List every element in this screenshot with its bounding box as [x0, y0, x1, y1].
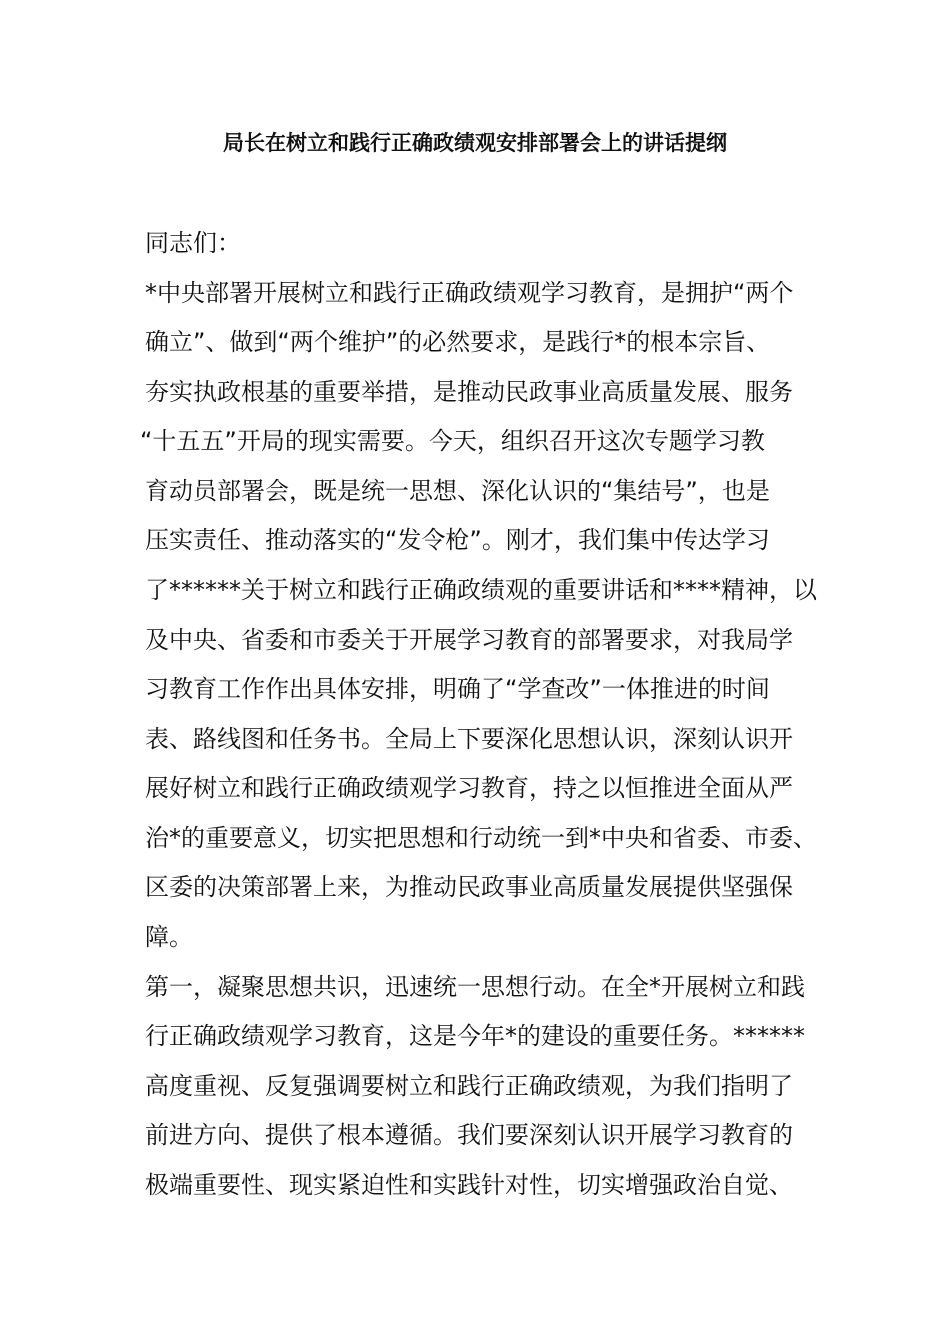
paragraph-line: 习教育工作作出具体安排，明确了“学查改”一体推进的时间	[145, 675, 770, 703]
paragraph-line: *中央部署开展树立和践行正确政绩观学习教育，是拥护“两个	[145, 279, 794, 307]
greeting-line: 同志们：	[145, 229, 241, 257]
paragraph-line: 行正确政绩观学习教育，这是今年*的建设的重要任务。******	[145, 1022, 805, 1050]
paragraph-line: 前进方向、提供了根本遵循。我们要深刻认识开展学习教育的	[145, 1121, 793, 1149]
paragraph-line: 极端重要性、现实紧迫性和实践针对性，切实增强政治自觉、	[145, 1171, 793, 1199]
paragraph-line: 展好树立和践行正确政绩观学习教育，持之以恒推进全面从严	[145, 774, 793, 802]
paragraph-line: 压实责任、推动落实的“发令枪”。刚才，我们集中传达学习	[145, 526, 770, 554]
document-title: 局长在树立和践行正确政绩观安排部署会上的讲话提纲	[223, 131, 727, 155]
paragraph-line: 确立”、做到“两个维护”的必然要求，是践行*的根本宗旨、	[145, 328, 771, 356]
paragraph-line: 治*的重要意义，切实把思想和行动统一到*中央和省委、市委、	[145, 824, 817, 852]
paragraph-line: 区委的决策部署上来，为推动民政事业高质量发展提供坚强保	[145, 873, 793, 901]
paragraph-line: 了******关于树立和践行正确政绩观的重要讲话和****精神，以	[145, 576, 817, 604]
section-heading-line: 第一，凝聚思想共识，迅速统一思想行动。在全*开展树立和践	[145, 973, 805, 1001]
paragraph-line: 夯实执政根基的重要举措，是推动民政事业高质量发展、服务	[145, 378, 793, 406]
paragraph-line: 及中央、省委和市委关于开展学习教育的部署要求，对我局学	[145, 626, 793, 654]
paragraph-line: 障。	[145, 923, 193, 951]
paragraph-line: 育动员部署会，既是统一思想、深化认识的“集结号”，也是	[145, 477, 770, 505]
paragraph-line: 表、路线图和任务书。全局上下要深化思想认识，深刻认识开	[145, 725, 793, 753]
paragraph-line: 高度重视、反复强调要树立和践行正确政绩观，为我们指明了	[145, 1072, 793, 1100]
paragraph-line: “十五五”开局的现实需要。今天，组织召开这次专题学习教	[140, 427, 765, 455]
